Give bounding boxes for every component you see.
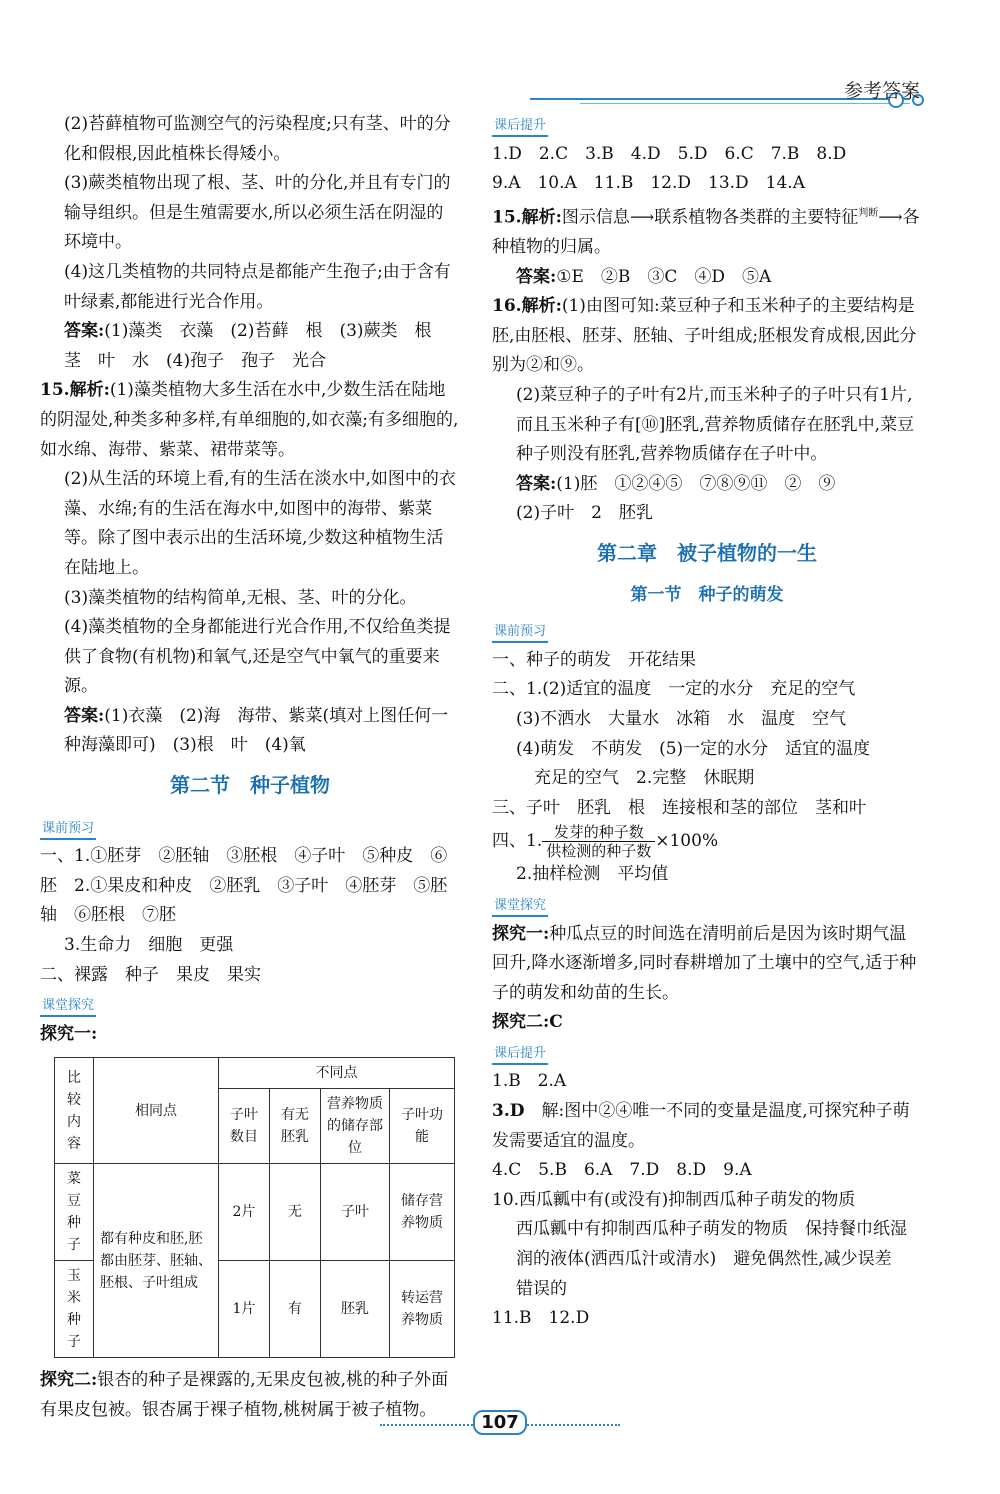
table-header: 有无胚乳 — [270, 1089, 321, 1164]
answer-row: 西瓜瓤中有抑制西瓜种子萌发的物质 保持餐巾纸湿润的液体(洒西瓜汁或清水) 避免偶然性,减少误差 错误的 — [516, 1219, 909, 1299]
table-cell: 玉米种子 — [55, 1261, 94, 1358]
answer-row: 1.D 2.C 3.B 4.D 5.D 6.C 7.B 8.D — [492, 143, 847, 164]
tag-after-class: 课后提升 — [492, 117, 548, 137]
formula-prefix: 四、1. — [492, 831, 543, 852]
paragraph: 2.抽样检测 平均值 — [516, 864, 669, 885]
table-header: 营养物质的储存部位 — [321, 1089, 390, 1164]
explore-text: 银杏的种子是裸露的,无果皮包被,桃的种子外面有果皮包被。银杏属于裸子植物,桃树属于被子植物。 — [40, 1370, 449, 1420]
table-header: 不同点 — [219, 1058, 455, 1089]
answer-line — [492, 263, 922, 293]
answer-text: (1)藻类 衣藻 (2)苔藓 根 (3)蕨类 根 茎 叶 水 (4)孢子 孢子 光合 — [64, 321, 449, 371]
answer-label: 3.D — [492, 1101, 525, 1122]
question-label: 15.解析: — [40, 380, 110, 401]
question-label: 16.解析: — [492, 296, 562, 317]
question-text: (1)由图可知:菜豆种子和玉米种子的主要结构是胚,由胚根、胚芽、胚轴、子叶组成;胚根发育成根,因此分别为②和⑨。 — [492, 296, 917, 376]
section-title: 第一节 种子的萌发 — [630, 584, 784, 605]
table-row — [55, 1164, 455, 1261]
tag-preview: 课前预习 — [40, 820, 96, 840]
tag-preview: 课前预习 — [492, 623, 548, 643]
table-cell: 无 — [270, 1164, 321, 1261]
paragraph: (2)苔藓植物可监测空气的污染程度;只有茎、叶的分化和假根,因此植株长得矮小。 — [64, 114, 451, 164]
paragraph: 二、裸露 种子 果皮 果实 — [40, 964, 261, 985]
germination-rate-fraction — [542, 823, 655, 860]
question-16 — [492, 292, 922, 381]
page-number — [380, 1410, 620, 1440]
answer-line — [40, 702, 460, 761]
arrow-icon: ⟶ — [878, 207, 903, 228]
answer-text: (1)衣藻 (2)海 海带、紫菜(填对上图任何一种海藻即可) (3)根 叶 (4)氧 — [64, 705, 449, 756]
formula-line — [492, 823, 922, 860]
table-header: 子叶数目 — [219, 1089, 270, 1164]
table-cell: 储存营养物质 — [390, 1164, 455, 1261]
table-cell: 菜豆种子 — [55, 1164, 94, 1261]
table-cell: 胚乳 — [321, 1261, 390, 1358]
table-cell: 1片 — [219, 1261, 270, 1358]
question-label: 15.解析: — [492, 207, 562, 228]
answer-label: 答案: — [516, 266, 557, 287]
question-text: (1)藻类植物大多生活在水中,少数生活在陆地的阴湿处,种类多种多样,有单细胞的,如衣藻;有多细胞的,如水绵、海带、紫菜、裙带菜等。 — [40, 380, 459, 460]
answer-text: 解:图中②④唯一不同的变量是温度,可探究种子萌发需要适宜的温度。 — [492, 1101, 910, 1151]
paragraph: 一、种子的萌发 开花结果 — [492, 649, 696, 670]
answer-row: 1.B 2.A — [492, 1071, 567, 1092]
table-cell: 子叶 — [321, 1164, 390, 1261]
answer-row: 10.西瓜瓤中有(或没有)抑制西瓜种子萌发的物质 — [492, 1189, 856, 1210]
paragraph: (3)不洒水 大量水 冰箱 水 温度 空气 — [516, 708, 847, 729]
table-cell: 转运营养物质 — [390, 1261, 455, 1358]
explore-label: 探究一: — [492, 923, 550, 944]
explore-label: 探究一: — [40, 1023, 98, 1044]
explore-1 — [492, 920, 922, 1009]
paragraph: (4)萌发 不萌发 (5)一定的水分 适宜的温度 — [516, 738, 871, 759]
left-column — [40, 110, 460, 1426]
question-15 — [40, 376, 460, 465]
answer-label: 答案: — [64, 321, 105, 342]
answer-text: (1)胚 ①②④⑤ ⑦⑧⑨⑪ ② ⑨ — [556, 473, 836, 494]
tag-classroom: 课堂探究 — [492, 897, 548, 917]
answer-line: (2)子叶 2 胚乳 — [516, 503, 653, 524]
question-text: 各种植物的归属。 — [492, 207, 920, 258]
table-header: 比较内容 — [55, 1058, 94, 1164]
paragraph: (2)从生活的环境上看,有的生活在淡水中,如图中的衣藻、水绵;有的生活在海水中,如图中的海带、紫菜等。除了图中表示出的生活环境,少数这种植物生活在陆地上。 — [64, 469, 456, 578]
answer-label: 答案: — [64, 705, 105, 726]
header-rule-thin — [580, 103, 910, 104]
answer-row — [492, 1097, 922, 1156]
section-title: 第二节 种子植物 — [170, 773, 330, 798]
tag-after-class: 课后提升 — [492, 1045, 548, 1065]
paragraph: 二、1.(2)适宜的温度 一定的水分 充足的空气 — [492, 679, 856, 700]
paragraph: (4)藻类植物的全身都能进行光合作用,不仅给鱼类提供了食物(有机物)和氧气,还是空气中氧气的重要来源。 — [64, 617, 451, 697]
table-header: 子叶功能 — [390, 1089, 455, 1164]
table-cell: 有 — [270, 1261, 321, 1358]
paragraph: 3.生命力 细胞 更强 — [64, 935, 234, 956]
paragraph: (3)藻类植物的结构简单,无根、茎、叶的分化。 — [64, 587, 417, 608]
paragraph: (2)菜豆种子的子叶有2片,而玉米种子的子叶只有1片,而且玉米种子有[⑩]胚乳,营养物质储存在胚乳中,菜豆种子则没有胚乳,营养物质储存在子叶中。 — [516, 385, 915, 465]
table-cell: 2片 — [219, 1164, 270, 1261]
answer-line — [40, 317, 460, 376]
formula-tail: ×100% — [655, 831, 719, 852]
answer-line — [492, 470, 922, 500]
paragraph: (4)这几类植物的共同特点是都能产生孢子;由于含有叶绿素,都能进行光合作用。 — [64, 261, 451, 312]
answer-row: 11.B 12.D — [492, 1308, 590, 1329]
comparison-table — [54, 1057, 455, 1358]
explore-label: 探究二: — [40, 1370, 98, 1391]
tag-classroom: 课堂探究 — [40, 997, 96, 1017]
table-cell: 都有种皮和胚,胚都由胚芽、胚轴、胚根、子叶组成 — [94, 1164, 219, 1358]
paragraph: 充足的空气 2.完整 休眠期 — [534, 768, 755, 789]
page-number-value: 107 — [473, 1410, 527, 1435]
chapter-title: 第二章 被子植物的一生 — [597, 540, 817, 565]
question-15 — [492, 199, 922, 263]
question-text: 图示信息⟶联系植物各类群的主要特征 — [561, 207, 859, 228]
right-column — [492, 110, 922, 1334]
fraction-numerator: 发芽的种子数 — [542, 823, 655, 842]
arrow-label: 判断 — [858, 207, 879, 219]
fraction-denominator: 供检测的种子数 — [546, 842, 652, 861]
answer-row: 4.C 5.B 6.A 7.D 8.D 9.A — [492, 1160, 752, 1181]
table-header: 相同点 — [94, 1058, 219, 1164]
answer-text: ①E ②B ③C ④D ⑤A — [556, 266, 772, 287]
answer-label: 答案: — [516, 473, 557, 494]
paragraph: 三、子叶 胚乳 根 连接根和茎的部位 茎和叶 — [492, 797, 866, 818]
header-title: 参考答案 — [843, 80, 920, 102]
explore-text: 种瓜点豆的时间选在清明前后是因为该时期气温回升,降水逐渐增多,同时春耕增加了土壤中的空气,适于种子的萌发和幼苗的生长。 — [492, 923, 917, 1003]
explore-2: 探究二:C — [492, 1012, 563, 1033]
paragraph: 一、1.①胚芽 ②胚轴 ③胚根 ④子叶 ⑤种皮 ⑥胚 2.①果皮和种皮 ②胚乳 ③子叶 ④胚芽 ⑤胚轴 ⑥胚根 ⑦胚 — [40, 846, 448, 926]
answer-row: 9.A 10.A 11.B 12.D 13.D 14.A — [492, 173, 805, 194]
paragraph: (3)蕨类植物出现了根、茎、叶的分化,并且有专门的输导组织。但是生殖需要水,所以必须生活在阴湿的环境中。 — [64, 173, 451, 253]
